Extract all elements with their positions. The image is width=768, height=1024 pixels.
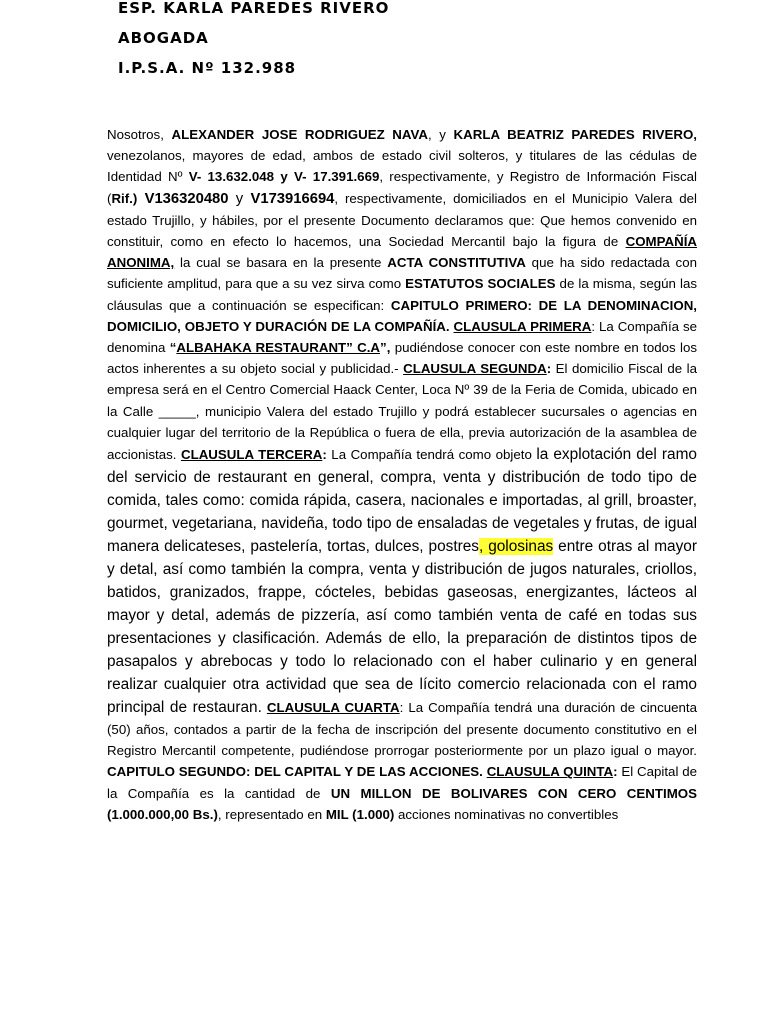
acta-constitutiva: ACTA CONSTITUTIVA xyxy=(387,255,526,271)
text-segment: : xyxy=(399,700,404,716)
company-name: ALBAHAKA RESTAURANT” C.A xyxy=(176,340,381,356)
company-type: COMPAÑÍA ANONIMA, xyxy=(107,234,697,271)
text-segment: , respectivamente, y Registro de Información Fiscal ( xyxy=(107,169,697,206)
text-segment: pudiéndose conocer con este nombre en todos los actos inherentes a su objeto social y publicidad.- xyxy=(107,340,697,377)
clause-two-heading: CLAUSULA SEGUNDA xyxy=(403,361,547,377)
document-body xyxy=(107,124,697,825)
clause-one-heading: CLAUSULA PRIMERA xyxy=(453,318,592,334)
letterhead xyxy=(118,0,389,90)
lawyer-title: ABOGADA xyxy=(118,29,209,47)
text-segment: El domicilio Fiscal de la empresa será en el Centro Comercial Haack Center, Loca Nº 39 de la Feria de Comida, ubicado en la Calle _____, municipio Valera del estado Trujillo y podrá establecer sucursales o agencias en cualquier lugar del territorio de la República o fuera de ella, previa autorización de la asamblea de accionistas. xyxy=(107,361,698,463)
rif-number-2: V173916694 xyxy=(250,190,335,207)
chapter-two-heading: CAPITULO SEGUNDO: DEL CAPITAL Y DE LAS ACCIONES. xyxy=(107,764,483,780)
highlighted-text: , golosinas xyxy=(478,538,554,556)
text-segment: La Compañía tendrá como objeto xyxy=(326,447,537,463)
quote-open: “ xyxy=(169,340,177,356)
company-purpose-cont: entre otras al mayor y detal, así como también la compra, venta y distribución de jugos naturales, criollos, batidos, granizados, frappe, cócteles, bebidas gaseosas, energizantes, lácteos al mayor y detal, además de pizzería, así como también venta de café en todas sus presentaciones y clasificación. Además de ello, la preparación de distintos tipos de pasapalos y abrebocas y todo lo relacionado con el haber culinario y en general realizar cualquier otra actividad que sea de lícito comercio relacionada con el ramo principal de restauran. xyxy=(107,538,697,717)
quote-close: ”, xyxy=(380,340,391,356)
text-segment: El Capital de la Compañía es la cantidad de xyxy=(107,764,697,801)
text-segment: venezolanos, mayores de edad, ambos de estado civil solteros, y titulares de las cédulas de Identidad Nº xyxy=(107,148,697,185)
text-segment: que ha sido redactada con suficiente amplitud, para que a su vez sirva como xyxy=(107,255,698,292)
text-segment: : xyxy=(322,447,327,463)
lawyer-name: ESP. KARLA PAREDES RIVERO xyxy=(118,0,390,17)
lawyer-ipsa-number: I.P.S.A. Nº 132.988 xyxy=(118,59,297,77)
text-segment: : xyxy=(546,361,552,377)
text-segment: La Compañía tendrá una duración de cincuenta (50) años, contados a partir de la fecha de inscripción del presente documento constitutivo en el Registro Mercantil competente, pudiéndose prorrogar posteriormente por un plazo igual o mayor. xyxy=(107,700,698,759)
estatutos-sociales: ESTATUTOS SOCIALES xyxy=(405,276,556,292)
clause-five-heading: CLAUSULA QUINTA xyxy=(486,764,614,780)
text-segment: , representado en xyxy=(217,806,326,822)
rif-label: Rif.) xyxy=(111,190,138,206)
text-segment: y xyxy=(228,190,251,207)
company-purpose: la explotación del ramo del servicio de restaurant en general, compra, venta y distribución de todo tipo de comida, tales como: comida rápida, casera, nacionales e importadas, al grill, broaster, gourmet, vegetariana, navideña, todo tipo de ensaladas de vegetales y frutas, de igual manera delicateses, pastelería, tortas, dulces, postres xyxy=(107,446,697,556)
text-segment: de la misma, según las cláusulas que a continuación se especifican: xyxy=(107,276,697,313)
party-name-2: KARLA BEATRIZ PAREDES RIVERO, xyxy=(453,127,697,142)
id-numbers: V- 13.632.048 y V- 17.391.669 xyxy=(188,169,380,185)
capital-amount: UN MILLON DE BOLIVARES CON CERO CENTIMOS (1.000.000,00 Bs.) xyxy=(107,785,697,822)
text-segment: : xyxy=(613,764,618,780)
chapter-one-heading: CAPITULO PRIMERO: DE LA DENOMINACION, DOMICILIO, OBJETO Y DURACIÓN DE LA COMPAÑÍA. xyxy=(107,297,697,334)
text-segment: , y xyxy=(428,127,454,142)
clause-three-heading: CLAUSULA TERCERA xyxy=(180,447,323,463)
text-segment: : La Compañía se denomina xyxy=(107,318,697,356)
rif-number-1: V136320480 xyxy=(137,190,229,207)
text-segment: la cual se basara en la presente xyxy=(174,255,388,271)
shares-count: MIL (1.000) xyxy=(325,806,395,822)
clause-four-heading: CLAUSULA CUARTA xyxy=(266,700,400,716)
text-segment: Nosotros, xyxy=(107,127,172,142)
text-segment: acciones nominativas no convertibles xyxy=(394,806,619,822)
party-name-1: ALEXANDER JOSE RODRIGUEZ NAVA xyxy=(171,127,428,142)
text-segment: , respectivamente, domiciliados en el Municipio Valera del estado Trujillo, y hábiles, por el presente Documento declaramos que: Que hemos convenido en constituir, como en efecto lo hacemos, una Sociedad Mercantil bajo la figura de xyxy=(107,190,698,250)
